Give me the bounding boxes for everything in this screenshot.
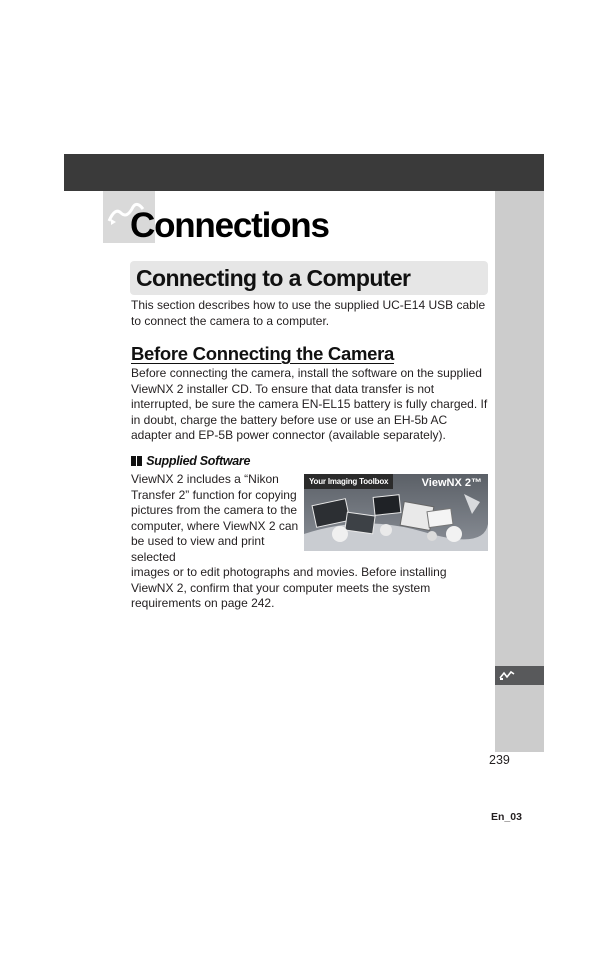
- viewnx-product-image: [304, 474, 488, 551]
- supplied-software-heading-text: Supplied Software: [146, 454, 251, 468]
- heading-marker-icon: [137, 456, 142, 466]
- supplied-software-paragraph-continued: images or to edit photographs and movies. Before installing ViewNX 2, confirm that your computer meets the system requirements on page 242.: [131, 565, 447, 610]
- image-badge: Your Imaging Toolbox: [304, 474, 393, 489]
- intro-paragraph: This section describes how to use the supplied UC-E14 USB cable to connect the camera to a computer.: [131, 298, 486, 328]
- side-tab-marker: [495, 666, 544, 685]
- viewnx-logo: ViewNX 2™: [421, 477, 482, 489]
- connection-icon: [499, 669, 515, 681]
- section-title: Connecting to a Computer: [136, 265, 411, 291]
- before-connecting-paragraph: Before connecting the camera, install the software on the supplied ViewNX 2 installer CD. To ensure that data transfer is not interrupted, be sure the camera EN-EL15 battery is fully charged. If in doubt, charge the battery before use or use an EH-5b AC adapter and EP-5B power connector (available separately).: [131, 366, 488, 442]
- page-number: 239: [489, 753, 510, 767]
- supplied-software-heading: [131, 453, 250, 469]
- supplied-software-paragraph: ViewNX 2 includes a “Nikon Transfer 2” function for copying pictures from the camera to the computer, where ViewNX 2 can be used to view and print selected: [131, 472, 299, 564]
- heading-marker-icon: [131, 456, 136, 466]
- chapter-title: Connections: [130, 206, 329, 245]
- chapter-header-bar: [64, 154, 544, 191]
- before-connecting-heading: Before Connecting the Camera: [131, 343, 394, 364]
- footer-code: En_03: [491, 811, 522, 823]
- section-title-box: [130, 261, 488, 295]
